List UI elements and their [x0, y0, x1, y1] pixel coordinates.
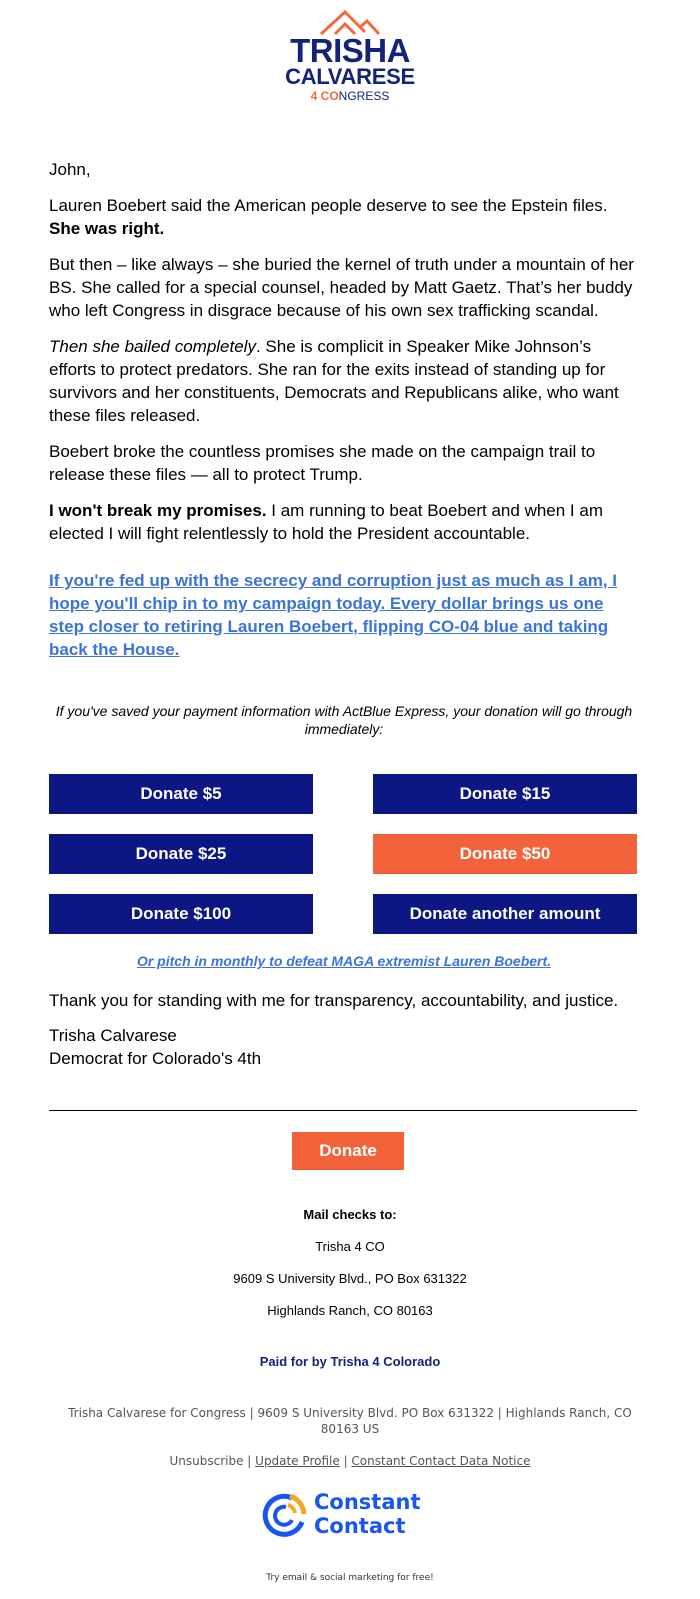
campaign-logo: [270, 8, 430, 113]
footer-links: Unsubscribe | Update Profile | Constant Contact Data Notice: [169, 1454, 531, 1468]
letter-body: [49, 158, 639, 674]
donate-50-button[interactable]: Donate $50: [373, 834, 637, 874]
actblue-express-note: If you've saved your payment information with ActBlue Express, your donation will go through immediately:: [55, 703, 633, 737]
paragraph-3: Then she bailed completely. She is complicit in Speaker Mike Johnson’s efforts to protect predators. She ran for the exits instead of standing up for survivors and her constituents, Democrats and Republicans alike, who want these files released.: [49, 337, 619, 425]
donate-100-button[interactable]: Donate $100: [49, 894, 313, 934]
paragraph-1: Lauren Boebert said the American people deserve to see the Epstein files. She was right.: [49, 196, 608, 238]
paid-for-disclaimer: Paid for by Trisha 4 Colorado: [259, 1354, 441, 1369]
donate-other-button[interactable]: Donate another amount: [373, 894, 637, 934]
donate-5-button[interactable]: Donate $5: [49, 774, 313, 814]
donate-15-button[interactable]: Donate $15: [373, 774, 637, 814]
signature-title: Democrat for Colorado's 4th: [49, 1049, 262, 1068]
update-profile-link[interactable]: Update Profile: [255, 1454, 340, 1468]
constant-contact-logo[interactable]: [262, 1490, 432, 1546]
divider: [49, 1110, 637, 1111]
thanks-text: Thank you for standing with me for transparency, accountability, and justice.: [49, 991, 619, 1010]
constant-contact-name: Constant Contact: [314, 1490, 421, 1538]
mail-heading: Mail checks to:: [303, 1207, 397, 1222]
closing: [49, 989, 639, 1070]
cta-donate-link[interactable]: If you're fed up with the secrecy and corruption just as much as I am, I hope you'll chip in to my campaign today. Every dollar brings us one step closer to retiring Lauren Boebert, flipping CO-04 blue and taking back the House.: [49, 571, 618, 659]
mail-line1: Trisha 4 CO: [315, 1239, 385, 1254]
logo-line2: CALVARESE: [285, 64, 415, 89]
mail-line2: 9609 S University Blvd., PO Box 631322: [233, 1271, 467, 1286]
logo-line3: 4 CONGRESS: [310, 89, 390, 103]
data-notice-link[interactable]: Constant Contact Data Notice: [351, 1454, 531, 1468]
signature-name: Trisha Calvarese: [49, 1026, 177, 1045]
donate-25-button[interactable]: Donate $25: [49, 834, 313, 874]
constant-contact-icon: [262, 1492, 308, 1538]
unsubscribe-link[interactable]: Unsubscribe: [169, 1454, 244, 1468]
salutation: John,: [49, 160, 91, 179]
cc-tagline[interactable]: Try email & social marketing for free!: [266, 1573, 434, 1583]
logo-line1: TRISHA: [290, 32, 410, 69]
footer-address: Trisha Calvarese for Congress | 9609 S University Blvd. PO Box 631322 | Highlands Ranch, CO 80163 US: [68, 1406, 632, 1436]
paragraph-5: I won't break my promises. I am running to beat Boebert and when I am elected I will fight relentlessly to hold the President accountable.: [49, 501, 603, 543]
donate-button[interactable]: Donate: [292, 1132, 404, 1170]
paragraph-2: But then – like always – she buried the kernel of truth under a mountain of her BS. She called for a special counsel, headed by Matt Gaetz. That’s her buddy who left Congress in disgrace because of his own sex trafficking scandal.: [49, 255, 634, 320]
monthly-donation-link[interactable]: Or pitch in monthly to defeat MAGA extremist Lauren Boebert.: [136, 953, 552, 969]
paragraph-4: Boebert broke the countless promises she made on the campaign trail to release these files — all to protect Trump.: [49, 442, 596, 484]
mail-line3: Highlands Ranch, CO 80163: [267, 1303, 433, 1318]
